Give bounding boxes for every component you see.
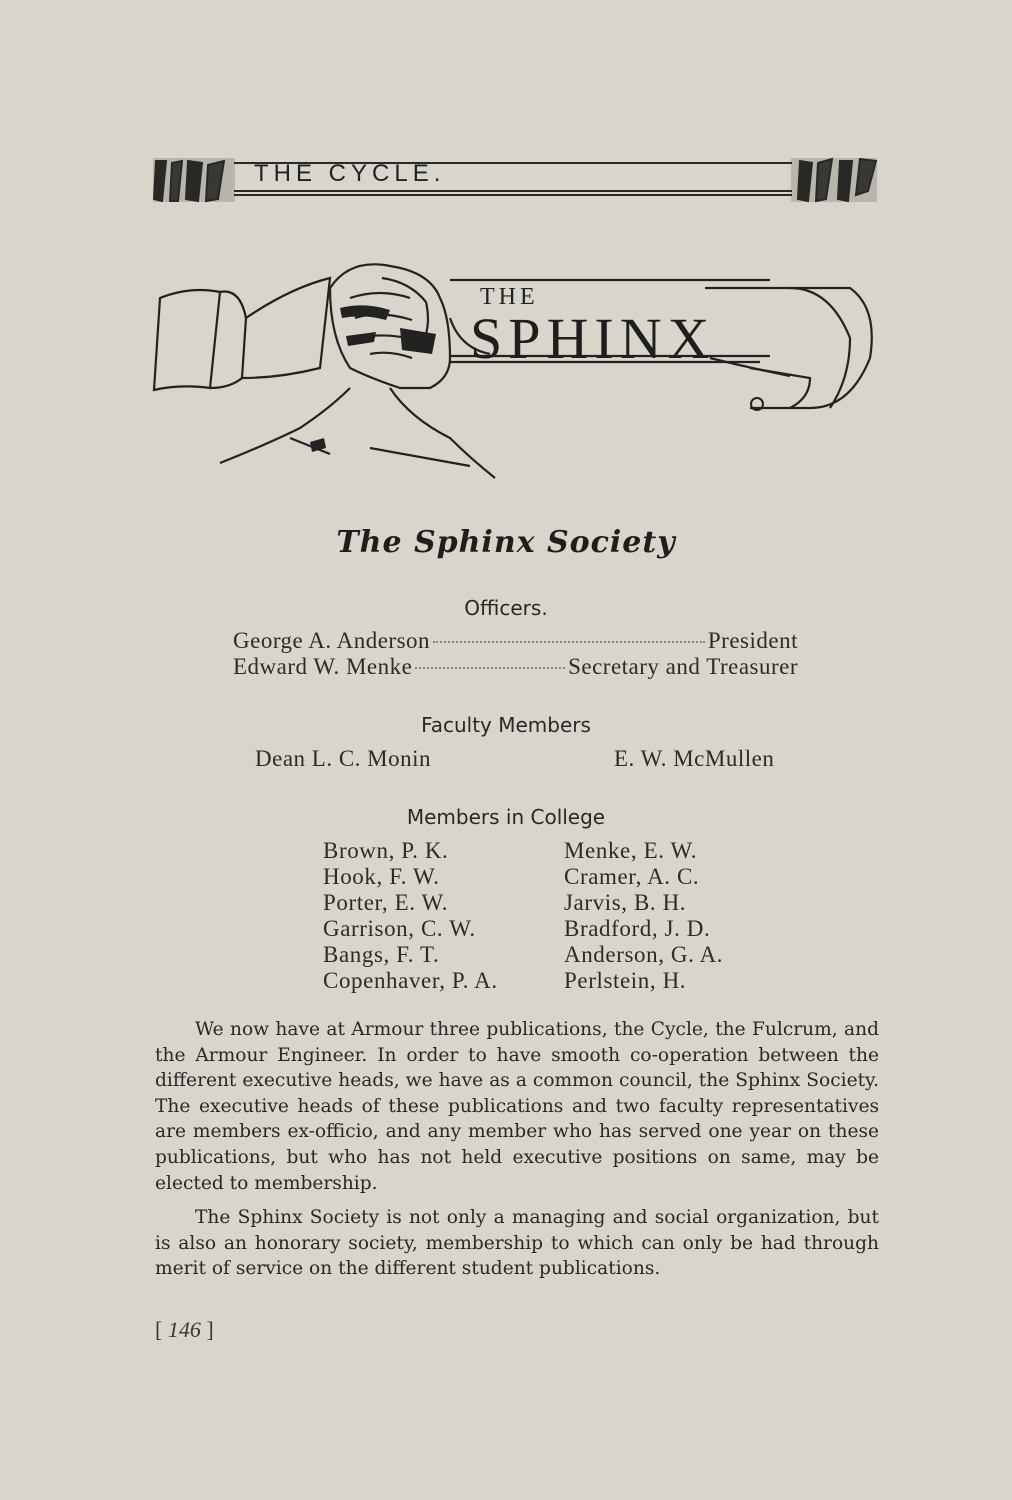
member-name: Cramer, A. C. — [564, 864, 700, 889]
faculty-heading: Faculty Members — [421, 713, 591, 737]
member-name: Brown, P. K. — [323, 838, 449, 863]
officer-role: President — [707, 628, 798, 653]
member-name: Perlstein, H. — [564, 968, 687, 993]
member-name: Bradford, J. D. — [564, 916, 711, 941]
page-number-value: 146 — [167, 1317, 201, 1342]
member-name: Jarvis, B. H. — [564, 890, 687, 915]
members-right-column — [564, 838, 824, 994]
officer-row — [233, 654, 798, 680]
leader-dots — [415, 667, 565, 669]
member-name: Copenhaver, P. A. — [323, 968, 498, 993]
paragraph-text: The Sphinx Society is not only a managing and social organization, but is also an honorary society, membership to which can only be had through merit of service on the different student publications. — [155, 1207, 879, 1280]
leader-dots — [433, 641, 705, 643]
member-name: Anderson, G. A. — [564, 942, 724, 967]
page-title: The Sphinx Society — [336, 525, 676, 560]
member-name: Menke, E. W. — [564, 838, 698, 863]
body-paragraph — [155, 1205, 879, 1282]
faculty-name: E. W. McMullen — [614, 746, 775, 771]
body-paragraph — [155, 1017, 879, 1196]
sphinx-illustration — [150, 258, 880, 483]
running-title: THE CYCLE. — [254, 160, 446, 187]
officers-heading: Officers. — [464, 596, 548, 620]
member-name: Porter, E. W. — [323, 890, 449, 915]
officer-name: Edward W. Menke — [233, 654, 413, 679]
member-name: Garrison, C. W. — [323, 916, 476, 941]
officer-name: George A. Anderson — [233, 628, 431, 653]
page-number: [ 146 ] — [155, 1317, 214, 1342]
members-left-column — [323, 838, 583, 994]
member-name: Bangs, F. T. — [323, 942, 440, 967]
faculty-name: Dean L. C. Monin — [255, 746, 432, 771]
illustration-word-the: THE — [480, 284, 539, 310]
member-name: Hook, F. W. — [323, 864, 440, 889]
members-heading: Members in College — [406, 805, 606, 829]
paragraph-text: We now have at Armour three publications, the Cycle, the Fulcrum, and the Armour Engineer. In order to have smooth co-operation between the different executive heads, we have as a common council, the Sphinx Society. The executive heads of these publications and two faculty representatives are members ex-officio, and any member who has served one year on these publications, but who has not held executive positions on same, may be elected to membership. — [155, 1019, 879, 1194]
officer-row — [233, 628, 798, 654]
officer-role: Secretary and Treasurer — [568, 654, 798, 679]
illustration-word-sphinx: SPHINX — [470, 306, 716, 371]
running-header-banner — [152, 155, 878, 207]
